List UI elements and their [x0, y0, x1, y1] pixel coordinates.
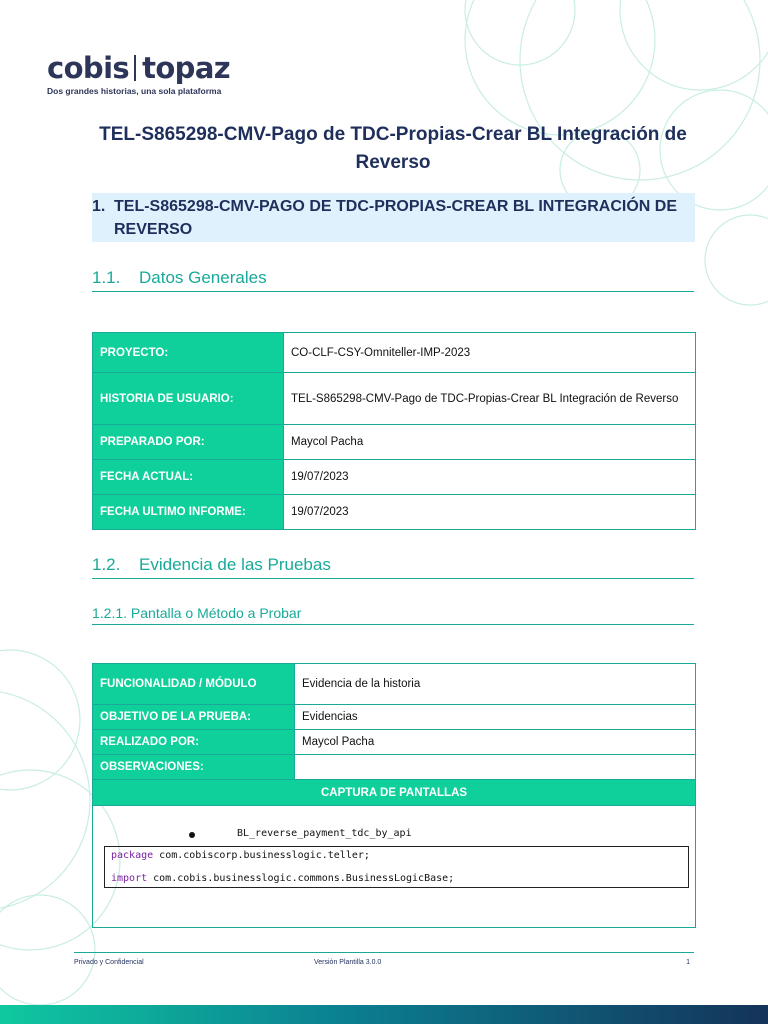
prepared-by-value: Maycol Pacha — [284, 425, 696, 460]
last-report-date-value: 19/07/2023 — [284, 495, 696, 530]
table-row — [93, 460, 696, 495]
table-row — [93, 780, 696, 806]
table-row — [93, 333, 696, 373]
logo-tagline: Dos grandes historias, una sola plataforma — [47, 86, 222, 96]
section-1-number: 1. — [92, 198, 106, 215]
table-row — [93, 755, 696, 780]
section-1-2-number: 1.2. — [92, 555, 121, 574]
page-footer — [74, 952, 694, 971]
table-row — [93, 664, 696, 705]
user-story-label: HISTORIA DE USUARIO: — [93, 373, 284, 425]
observations-label: OBSERVACIONES: — [93, 755, 295, 780]
code-line — [111, 872, 682, 886]
section-1-2-title: Evidencia de las Pruebas — [139, 555, 331, 574]
table-row — [93, 495, 696, 530]
table-row — [93, 730, 696, 755]
footer-page-number: 1 — [686, 959, 690, 966]
footer-confidential: Privado y Confidencial — [74, 959, 144, 966]
company-logo — [47, 52, 230, 96]
table-row — [93, 705, 696, 730]
section-1-1-title: Datos Generales — [139, 268, 267, 287]
logo-brand-right: topaz — [142, 51, 231, 85]
general-data-table — [92, 332, 696, 530]
observations-value — [295, 755, 696, 780]
screenshots-caption: CAPTURA DE PANTALLAS — [93, 780, 696, 806]
table-row — [93, 806, 696, 928]
section-1-2-1-heading — [92, 604, 694, 625]
code-snippet — [104, 846, 689, 888]
footer-version: Versión Plantilla 3.0.0 — [314, 959, 382, 966]
document-title: TEL-S865298-CMV-Pago de TDC-Propias-Crear BL Integración de Reverso — [99, 124, 687, 173]
logo-separator — [134, 55, 136, 81]
logo-brand-left: cobis — [47, 51, 130, 85]
user-story-value: TEL-S865298-CMV-Pago de TDC-Propias-Crear BL Integración de Reverso — [284, 373, 696, 425]
functionality-label: FUNCIONALIDAD / MÓDULO — [93, 664, 295, 705]
performed-by-label: REALIZADO POR: — [93, 730, 295, 755]
project-label: PROYECTO: — [93, 333, 284, 373]
section-1-1-heading — [92, 267, 694, 292]
performed-by-value: Maycol Pacha — [295, 730, 696, 755]
section-1-2-1-title: 1.2.1. Pantalla o Método a Probar — [92, 605, 302, 621]
table-row — [93, 373, 696, 425]
test-objective-value: Evidencias — [295, 705, 696, 730]
test-objective-label: OBJETIVO DE LA PRUEBA: — [93, 705, 295, 730]
prepared-by-label: PREPARADO POR: — [93, 425, 284, 460]
current-date-label: FECHA ACTUAL: — [93, 460, 284, 495]
section-1-1-number: 1.1. — [92, 268, 121, 287]
section-1-2-heading — [92, 554, 694, 579]
test-evidence-table — [92, 663, 696, 928]
footer-gradient-bar — [0, 1005, 768, 1024]
bullet-dot-icon — [189, 832, 195, 838]
current-date-value: 19/07/2023 — [284, 460, 696, 495]
screenshot-area — [93, 806, 696, 928]
table-row — [93, 425, 696, 460]
code-keyword: import — [111, 873, 148, 884]
code-line — [111, 849, 682, 863]
code-text: com.cobis.businesslogic.commons.BusinessLogicBase; — [147, 873, 455, 884]
bullet-item — [93, 806, 695, 846]
section-1-title: TEL-S865298-CMV-PAGO DE TDC-PROPIAS-CREAR BL INTEGRACIÓN DE REVERSO — [114, 198, 678, 238]
section-1-heading — [92, 193, 695, 242]
code-text: com.cobiscorp.businesslogic.teller; — [153, 850, 370, 861]
last-report-date-label: FECHA ULTIMO INFORME: — [93, 495, 284, 530]
bullet-text: BL_reverse_payment_tdc_by_api — [237, 828, 412, 839]
code-keyword: package — [111, 850, 154, 861]
project-value: CO-CLF-CSY-Omniteller-IMP-2023 — [284, 333, 696, 373]
functionality-value: Evidencia de la historia — [295, 664, 696, 705]
